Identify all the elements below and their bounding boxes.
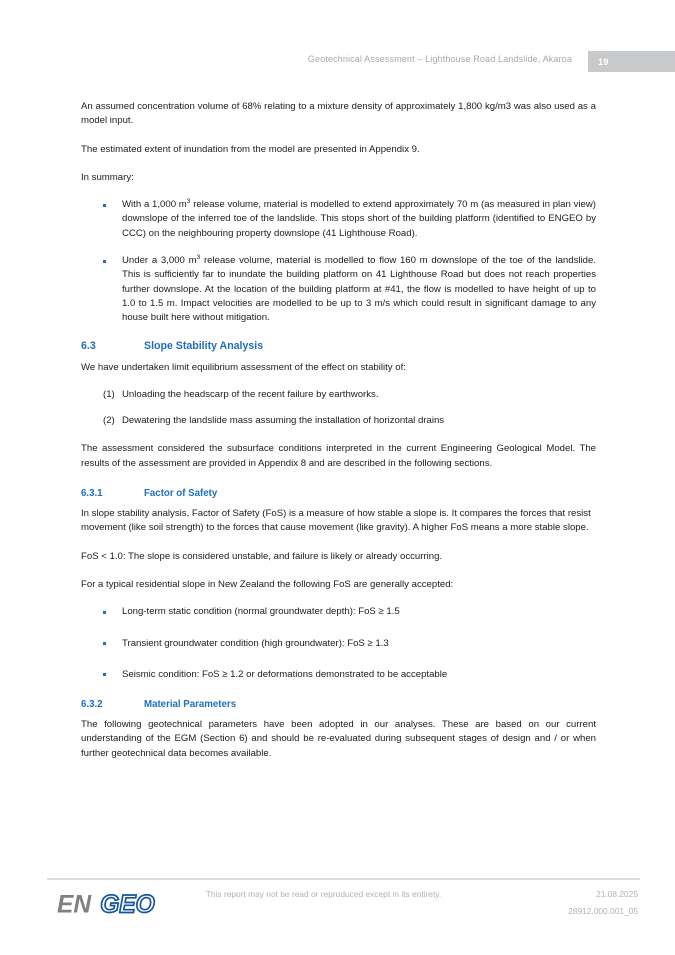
- header-document-title: Geotechnical Assessment – Lighthouse Road Landslide, Akaroa: [307, 54, 572, 64]
- paragraph-fos-definition: In slope stability analysis, Factor of Safety (FoS) is a measure of how stable a slope is. It compares the forces that resist movement (like soil strength) to the forces that cause movement (like gravity). A higher FoS means a more stable slope.: [81, 508, 591, 534]
- paragraph-assessment-considered: The assessment considered the subsurface conditions interpreted in the current Engineering Geological Model. The results of the assessment are provided in Appendix 8 and are described in the following sections.: [81, 443, 596, 469]
- document-body: [81, 100, 596, 775]
- section-title: Material Parameters: [144, 699, 237, 711]
- cubic-metre-superscript: 3: [186, 198, 191, 205]
- footer-divider: [47, 878, 640, 880]
- bullet-text-post: release volume, material is modelled to flow 160 m downslope of the toe of the landslide. This is sufficiently far to inundate the building platform on 41 Lighthouse Road but does not reach properties further downslope. At the location of the building platform at #41, the flow is modelled to have height of up to 1.0 to 1.5 m. Impact velocities are modelled to be up to 3 m/s which could result in significant damage to any house built here without mitigation.: [122, 255, 596, 324]
- list-marker: (1): [103, 388, 115, 400]
- summary-bullet-list: [81, 198, 596, 325]
- bullet-icon: [103, 611, 106, 614]
- paragraph-limit-equilibrium-intro: We have undertaken limit equilibrium assessment of the effect on stability of:: [81, 361, 406, 373]
- section-title: Slope Stability Analysis: [144, 339, 264, 352]
- cubic-metre-superscript: 3: [196, 253, 201, 261]
- section-number: 6.3: [81, 339, 96, 352]
- list-item: [81, 605, 596, 619]
- list-item-text: Dewatering the landslide mass assuming the installation of horizontal drains: [122, 415, 445, 427]
- bullet-icon: [103, 204, 106, 207]
- paragraph-fos-accepted-intro: For a typical residential slope in New Zealand the following FoS are generally accepted:: [81, 578, 454, 590]
- bullet-text-post: release volume, material is modelled to extend approximately 70 m (as measured in plan view) downslope of the inferred toe of the landslide. This stops short of the building platform (identified to ENGEO by CCC) on the neighbouring property downslope (41 Lighthouse Road).: [122, 199, 596, 239]
- bullet-text-pre: Under a 3,000 m: [122, 255, 197, 267]
- paragraph-material-parameters: The following geotechnical parameters have been adopted in our analyses. These are based on our current understanding of the EGM (Section 6) and should be re-evaluated during subsequent stages of design and / or when further geotechnical data becomes available.: [81, 719, 596, 759]
- page-header: [0, 51, 675, 73]
- list-item-text: Unloading the headscarp of the recent failure by earthworks.: [122, 388, 379, 400]
- list-item-text: Seismic condition: FoS ≥ 1.2 or deformations demonstrated to be acceptable: [122, 668, 448, 680]
- page-number-value: 19: [598, 56, 609, 67]
- engeo-logo-geo: GEO: [100, 891, 155, 919]
- list-item: [81, 198, 596, 241]
- bullet-text-pre: With a 1,000 m: [122, 199, 187, 211]
- footer-disclaimer: This report may not be read or reproduced except in its entirety.: [205, 889, 442, 899]
- section-number: 6.3.1: [81, 488, 103, 500]
- paragraph-concentration-volume: An assumed concentration volume of 68% relating to a mixture density of approximately 1,800 kg/m3 was also used as a model input.: [81, 101, 596, 127]
- section-number: 6.3.2: [81, 699, 103, 711]
- footer-date: 21.08.2025: [596, 889, 638, 899]
- paragraph-in-summary: In summary:: [81, 171, 134, 183]
- section-title: Factor of Safety: [144, 488, 218, 500]
- page-footer: [0, 884, 675, 944]
- list-item-text: Long-term static condition (normal groundwater depth): FoS ≥ 1.5: [122, 606, 400, 618]
- section-heading-6-3-1: [81, 488, 596, 499]
- paragraph-inundation-extent: The estimated extent of inundation from the model are presented in Appendix 9.: [81, 143, 420, 155]
- fos-bullet-list: [81, 605, 596, 682]
- bullet-icon: [103, 673, 106, 676]
- list-item: [81, 637, 596, 651]
- list-item-text: Transient groundwater condition (high groundwater): FoS ≥ 1.3: [122, 637, 389, 649]
- footer-project-reference: 28912.000.001_05: [568, 906, 638, 916]
- paragraph-fos-threshold: FoS < 1.0: The slope is considered unstable, and failure is likely or already occurring.: [81, 550, 443, 562]
- list-item: [81, 388, 596, 402]
- bullet-icon: [103, 642, 106, 645]
- list-item: [81, 414, 596, 428]
- bullet-icon: [103, 260, 106, 263]
- list-item: [81, 254, 596, 325]
- section-heading-6-3-2: [81, 699, 596, 710]
- stability-numbered-list: [81, 388, 596, 429]
- engeo-logo-en: EN: [57, 891, 92, 919]
- list-item: [81, 668, 596, 682]
- page-number-badge: [588, 51, 675, 72]
- section-heading-6-3: [81, 340, 596, 352]
- list-marker: (2): [103, 415, 115, 427]
